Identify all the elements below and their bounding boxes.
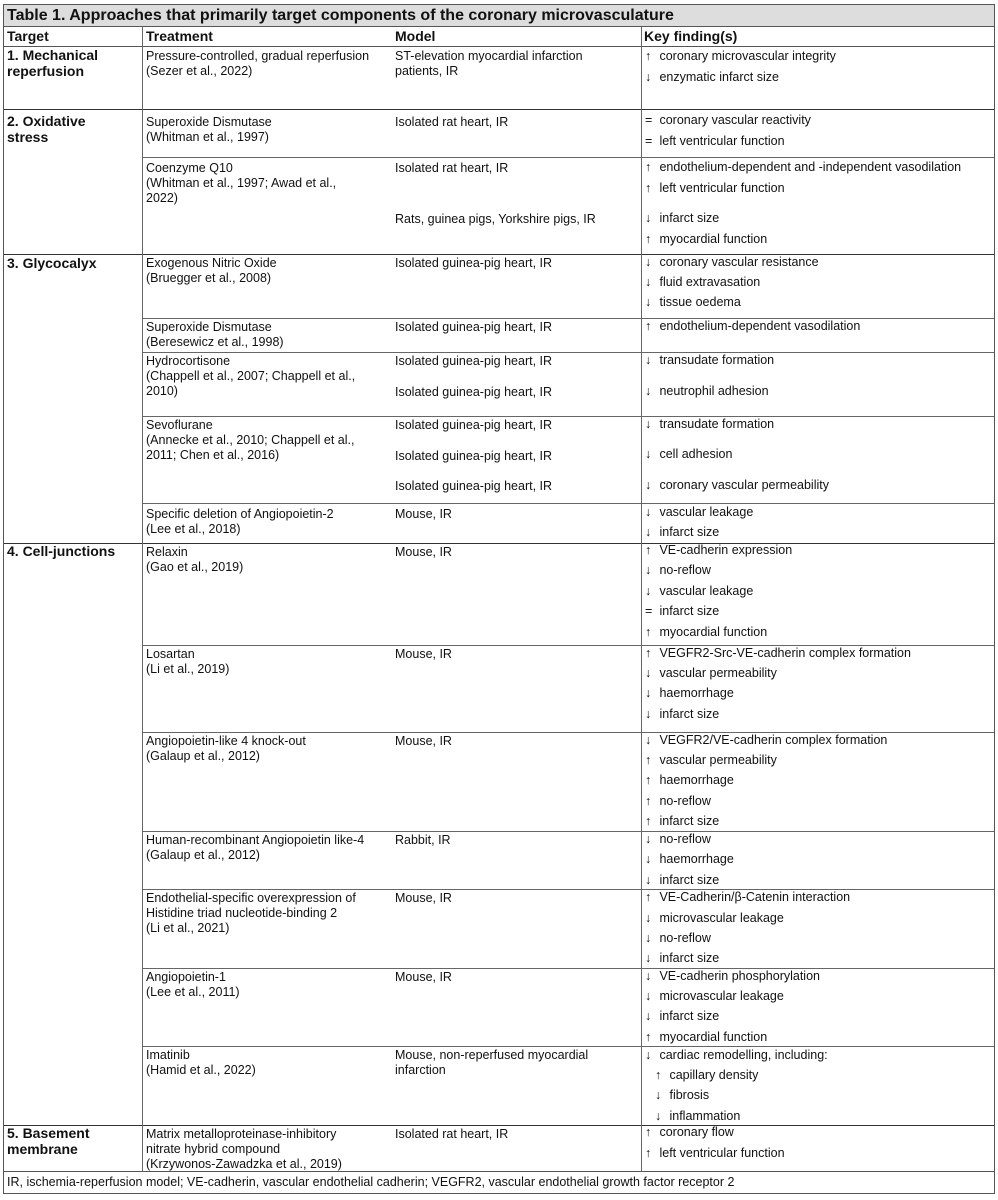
finding-text: tissue oedema xyxy=(656,295,741,309)
finding-text: no-reflow xyxy=(656,931,711,945)
finding-item xyxy=(645,319,860,333)
direction-symbol: ↓ xyxy=(645,852,652,866)
group-divider xyxy=(4,109,994,110)
finding-text: left ventricular function xyxy=(656,134,785,148)
finding-text: infarct size xyxy=(656,604,720,618)
finding-text: left ventricular function xyxy=(656,181,785,195)
finding-text: transudate formation xyxy=(656,353,775,367)
finding-text: infarct size xyxy=(656,1009,720,1023)
model-text: Isolated rat heart, IR xyxy=(395,1127,509,1141)
direction-symbol: ↓ xyxy=(645,384,652,398)
table-header-row xyxy=(4,27,994,47)
direction-symbol: ↓ xyxy=(645,563,652,577)
treatment-text: Endothelial-specific overexpression of xyxy=(146,891,356,905)
finding-item xyxy=(645,1009,719,1023)
finding-item xyxy=(645,181,785,195)
direction-symbol: ↑ xyxy=(645,49,652,63)
finding-item xyxy=(645,989,784,1003)
finding-item xyxy=(645,625,767,639)
finding-item xyxy=(645,211,719,225)
finding-text: coronary vascular resistance xyxy=(656,255,819,269)
finding-item xyxy=(645,794,711,808)
finding-item xyxy=(645,232,767,246)
target-label: 2. Oxidative xyxy=(7,113,86,129)
treatment-text: (Annecke et al., 2010; Chappell et al., xyxy=(146,433,355,447)
finding-text: no-reflow xyxy=(656,794,711,808)
direction-symbol: ↑ xyxy=(645,160,652,174)
direction-symbol: ↓ xyxy=(645,733,652,747)
target-label: membrane xyxy=(7,1141,78,1157)
treatment-text: Human-recombinant Angiopoietin like-4 xyxy=(146,833,365,847)
finding-text: VE-cadherin phosphorylation xyxy=(656,969,820,983)
finding-item xyxy=(645,295,741,309)
finding-text: no-reflow xyxy=(656,563,711,577)
finding-item xyxy=(645,525,719,539)
treatment-text: Relaxin xyxy=(146,545,188,559)
finding-text: infarct size xyxy=(656,951,720,965)
row-divider xyxy=(142,318,994,319)
finding-item xyxy=(645,890,850,904)
treatment-text: 2022) xyxy=(146,191,178,205)
treatment-text: Superoxide Dismutase xyxy=(146,320,272,334)
treatment-text: Pressure-controlled, gradual reperfusion xyxy=(146,49,370,63)
finding-text: VE-Cadherin/β-Catenin interaction xyxy=(656,890,851,904)
finding-item xyxy=(645,969,820,983)
direction-symbol: ↓ xyxy=(645,525,652,539)
finding-item xyxy=(645,753,777,767)
model-text: Isolated guinea-pig heart, IR xyxy=(395,320,553,334)
finding-text: VEGFR2-Src-VE-cadherin complex formation xyxy=(656,646,911,660)
finding-item xyxy=(645,255,819,269)
treatment-text: (Li et al., 2021) xyxy=(146,921,230,935)
row-divider xyxy=(142,416,994,417)
finding-item xyxy=(645,911,784,925)
finding-text: neutrophil adhesion xyxy=(656,384,769,398)
finding-text: endothelium-dependent and -independent vasodilation xyxy=(656,160,962,174)
treatment-text: (Li et al., 2019) xyxy=(146,662,230,676)
treatment-text: (Galaup et al., 2012) xyxy=(146,749,260,763)
model-text: infarction xyxy=(395,1063,446,1077)
finding-text: vascular permeability xyxy=(656,666,777,680)
finding-item xyxy=(645,604,719,618)
finding-text: infarct size xyxy=(656,873,720,887)
finding-item xyxy=(645,666,777,680)
finding-text: myocardial function xyxy=(656,625,768,639)
finding-text: coronary vascular reactivity xyxy=(656,113,811,127)
direction-symbol: ↑ xyxy=(645,232,652,246)
finding-item xyxy=(645,931,711,945)
direction-symbol: = xyxy=(645,134,653,148)
treatment-text: (Lee et al., 2018) xyxy=(146,522,241,536)
treatment-text: 2011; Chen et al., 2016) xyxy=(146,448,280,462)
header-treatment: Treatment xyxy=(146,28,213,44)
direction-symbol: ↑ xyxy=(645,1030,652,1044)
group-divider xyxy=(4,1125,994,1126)
treatment-text: Sevoflurane xyxy=(146,418,213,432)
finding-text: coronary microvascular integrity xyxy=(656,49,836,63)
direction-symbol: ↑ xyxy=(645,1125,652,1139)
finding-text: vascular leakage xyxy=(656,584,754,598)
finding-item xyxy=(655,1068,758,1082)
finding-item xyxy=(645,70,779,84)
finding-text: transudate formation xyxy=(656,417,775,431)
direction-symbol: ↑ xyxy=(655,1068,662,1082)
target-label: reperfusion xyxy=(7,63,85,79)
direction-symbol: ↓ xyxy=(645,255,652,269)
direction-symbol: ↑ xyxy=(645,794,652,808)
model-text: Isolated guinea-pig heart, IR xyxy=(395,256,553,270)
finding-item xyxy=(645,1146,785,1160)
model-text: Isolated guinea-pig heart, IR xyxy=(395,479,553,493)
model-text: Mouse, IR xyxy=(395,891,452,905)
finding-item xyxy=(645,951,719,965)
model-text: Mouse, IR xyxy=(395,545,452,559)
finding-text: vascular leakage xyxy=(656,505,754,519)
direction-symbol: ↓ xyxy=(645,275,652,289)
treatment-text: (Lee et al., 2011) xyxy=(146,985,240,999)
finding-item xyxy=(645,852,734,866)
finding-item xyxy=(645,160,961,174)
treatment-text: (Hamid et al., 2022) xyxy=(146,1063,256,1077)
direction-symbol: ↑ xyxy=(645,1146,652,1160)
model-text: Isolated guinea-pig heart, IR xyxy=(395,385,553,399)
finding-item xyxy=(645,563,711,577)
direction-symbol: ↓ xyxy=(645,295,652,309)
table-title: Table 1. Approaches that primarily target components of the coronary microvasculature xyxy=(4,5,994,27)
treatment-text: (Chappell et al., 2007; Chappell et al., xyxy=(146,369,356,383)
header-model: Model xyxy=(395,28,436,44)
direction-symbol: ↓ xyxy=(645,832,652,846)
treatment-text: Angiopoietin-1 xyxy=(146,970,226,984)
finding-item xyxy=(645,1030,767,1044)
treatment-text: Losartan xyxy=(146,647,195,661)
direction-symbol: ↑ xyxy=(645,646,652,660)
group-divider xyxy=(4,543,994,544)
model-text: Isolated guinea-pig heart, IR xyxy=(395,449,553,463)
table-body xyxy=(4,46,994,1171)
treatment-text: (Galaup et al., 2012) xyxy=(146,848,260,862)
direction-symbol: ↑ xyxy=(645,625,652,639)
direction-symbol: = xyxy=(645,113,653,127)
model-text: Mouse, IR xyxy=(395,507,452,521)
target-label: 4. Cell-junctions xyxy=(7,543,116,559)
finding-text: fluid extravasation xyxy=(656,275,761,289)
finding-item xyxy=(645,353,774,367)
treatment-text: Matrix metalloproteinase-inhibitory xyxy=(146,1127,337,1141)
direction-symbol: ↓ xyxy=(645,707,652,721)
row-divider xyxy=(142,1046,994,1047)
finding-text: cardiac remodelling, including: xyxy=(656,1048,828,1062)
finding-item xyxy=(645,873,719,887)
direction-symbol: ↓ xyxy=(645,911,652,925)
finding-text: infarct size xyxy=(656,707,720,721)
direction-symbol: ↑ xyxy=(645,181,652,195)
finding-text: fibrosis xyxy=(666,1088,710,1102)
model-text: Mouse, IR xyxy=(395,647,452,661)
finding-text: capillary density xyxy=(666,1068,759,1082)
finding-text: cell adhesion xyxy=(656,447,733,461)
target-label: stress xyxy=(7,129,49,145)
direction-symbol: ↓ xyxy=(655,1109,662,1123)
target-label: 3. Glycocalyx xyxy=(7,255,97,271)
finding-text: endothelium-dependent vasodilation xyxy=(656,319,861,333)
direction-symbol: ↓ xyxy=(645,447,652,461)
direction-symbol: ↓ xyxy=(645,951,652,965)
finding-text: microvascular leakage xyxy=(656,911,784,925)
finding-item xyxy=(645,707,719,721)
treatment-text: Specific deletion of Angiopoietin-2 xyxy=(146,507,334,521)
finding-item xyxy=(645,447,732,461)
treatment-text: (Beresewicz et al., 1998) xyxy=(146,335,284,349)
column-divider xyxy=(142,27,143,1171)
direction-symbol: ↑ xyxy=(645,753,652,767)
treatment-text: (Whitman et al., 1997) xyxy=(146,130,269,144)
finding-item xyxy=(655,1088,709,1102)
direction-symbol: ↑ xyxy=(645,319,652,333)
finding-text: left ventricular function xyxy=(656,1146,785,1160)
row-divider xyxy=(142,968,994,969)
row-divider xyxy=(142,831,994,832)
finding-text: haemorrhage xyxy=(656,852,734,866)
finding-item xyxy=(645,1048,828,1062)
treatment-text: Hydrocortisone xyxy=(146,354,231,368)
finding-text: VE-cadherin expression xyxy=(656,543,793,557)
target-label: 5. Basement xyxy=(7,1125,90,1141)
group-divider xyxy=(4,254,994,255)
finding-item xyxy=(645,832,711,846)
direction-symbol: ↓ xyxy=(645,969,652,983)
target-label: 1. Mechanical xyxy=(7,47,99,63)
direction-symbol: ↓ xyxy=(645,666,652,680)
treatment-text: Histidine triad nucleotide-binding 2 xyxy=(146,906,338,920)
model-text: ST-elevation myocardial infarction xyxy=(395,49,583,63)
row-divider xyxy=(142,645,994,646)
row-divider xyxy=(142,889,994,890)
direction-symbol: ↓ xyxy=(645,989,652,1003)
direction-symbol: ↓ xyxy=(645,417,652,431)
finding-item xyxy=(645,505,753,519)
finding-item xyxy=(645,1125,734,1139)
direction-symbol: ↓ xyxy=(645,584,652,598)
direction-symbol: ↓ xyxy=(645,1009,652,1023)
finding-text: infarct size xyxy=(656,814,720,828)
model-text: Isolated guinea-pig heart, IR xyxy=(395,354,553,368)
model-text: Isolated rat heart, IR xyxy=(395,115,509,129)
finding-text: infarct size xyxy=(656,211,720,225)
model-text: patients, IR xyxy=(395,64,459,78)
direction-symbol: ↓ xyxy=(645,686,652,700)
row-divider xyxy=(142,157,994,158)
treatment-text: 2010) xyxy=(146,384,178,398)
finding-text: enzymatic infarct size xyxy=(656,70,779,84)
row-divider xyxy=(142,732,994,733)
direction-symbol: ↓ xyxy=(645,1048,652,1062)
table-footnote: IR, ischemia-reperfusion model; VE-cadherin, vascular endothelial cadherin; VEGFR2, vascular endothelial growth factor receptor 2 xyxy=(4,1171,994,1194)
finding-text: myocardial function xyxy=(656,232,768,246)
direction-symbol: ↓ xyxy=(645,478,652,492)
treatment-text: (Gao et al., 2019) xyxy=(146,560,244,574)
finding-item xyxy=(645,814,719,828)
row-divider xyxy=(142,503,994,504)
treatment-text: Coenzyme Q10 xyxy=(146,161,233,175)
finding-text: inflammation xyxy=(666,1109,741,1123)
finding-item xyxy=(645,646,911,660)
table-document xyxy=(3,4,995,1194)
direction-symbol: ↓ xyxy=(645,931,652,945)
finding-item xyxy=(645,773,734,787)
model-text: Rats, guinea pigs, Yorkshire pigs, IR xyxy=(395,212,596,226)
column-divider xyxy=(641,27,642,1171)
treatment-text: Angiopoietin-like 4 knock-out xyxy=(146,734,306,748)
finding-text: haemorrhage xyxy=(656,773,734,787)
direction-symbol: ↑ xyxy=(645,773,652,787)
finding-text: coronary vascular permeability xyxy=(656,478,829,492)
treatment-text: Superoxide Dismutase xyxy=(146,115,272,129)
model-text: Isolated guinea-pig heart, IR xyxy=(395,418,553,432)
finding-text: vascular permeability xyxy=(656,753,777,767)
finding-text: infarct size xyxy=(656,525,720,539)
direction-symbol: ↑ xyxy=(645,543,652,557)
finding-item xyxy=(645,113,811,127)
finding-text: coronary flow xyxy=(656,1125,734,1139)
direction-symbol: ↓ xyxy=(645,505,652,519)
header-target: Target xyxy=(7,28,49,44)
finding-text: haemorrhage xyxy=(656,686,734,700)
direction-symbol: ↑ xyxy=(645,890,652,904)
finding-item xyxy=(645,584,753,598)
model-text: Mouse, IR xyxy=(395,734,452,748)
finding-text: myocardial function xyxy=(656,1030,768,1044)
treatment-text: Exogenous Nitric Oxide xyxy=(146,256,277,270)
finding-text: no-reflow xyxy=(656,832,711,846)
direction-symbol: ↓ xyxy=(645,211,652,225)
row-divider xyxy=(142,352,994,353)
treatment-text: nitrate hybrid compound xyxy=(146,1142,281,1156)
treatment-text: (Whitman et al., 1997; Awad et al., xyxy=(146,176,337,190)
model-text: Isolated rat heart, IR xyxy=(395,161,509,175)
finding-item xyxy=(645,49,836,63)
finding-item xyxy=(645,134,785,148)
finding-item xyxy=(645,543,792,557)
model-text: Rabbit, IR xyxy=(395,833,451,847)
finding-item xyxy=(645,686,734,700)
direction-symbol: ↓ xyxy=(655,1088,662,1102)
header-key-findings: Key finding(s) xyxy=(644,28,738,44)
direction-symbol: ↓ xyxy=(645,353,652,367)
direction-symbol: ↓ xyxy=(645,873,652,887)
finding-item xyxy=(645,733,887,747)
direction-symbol: ↓ xyxy=(645,70,652,84)
finding-text: microvascular leakage xyxy=(656,989,784,1003)
finding-text: VEGFR2/VE-cadherin complex formation xyxy=(656,733,888,747)
treatment-text: (Krzywonos-Zawadzka et al., 2019) xyxy=(146,1157,342,1171)
treatment-text: Imatinib xyxy=(146,1048,190,1062)
finding-item xyxy=(645,384,769,398)
finding-item xyxy=(655,1109,740,1123)
direction-symbol: = xyxy=(645,604,653,618)
treatment-text: (Bruegger et al., 2008) xyxy=(146,271,272,285)
model-text: Mouse, non-reperfused myocardial xyxy=(395,1048,589,1062)
treatment-text: (Sezer et al., 2022) xyxy=(146,64,253,78)
finding-item xyxy=(645,478,829,492)
finding-item xyxy=(645,417,774,431)
finding-item xyxy=(645,275,760,289)
direction-symbol: ↑ xyxy=(645,814,652,828)
model-text: Mouse, IR xyxy=(395,970,452,984)
